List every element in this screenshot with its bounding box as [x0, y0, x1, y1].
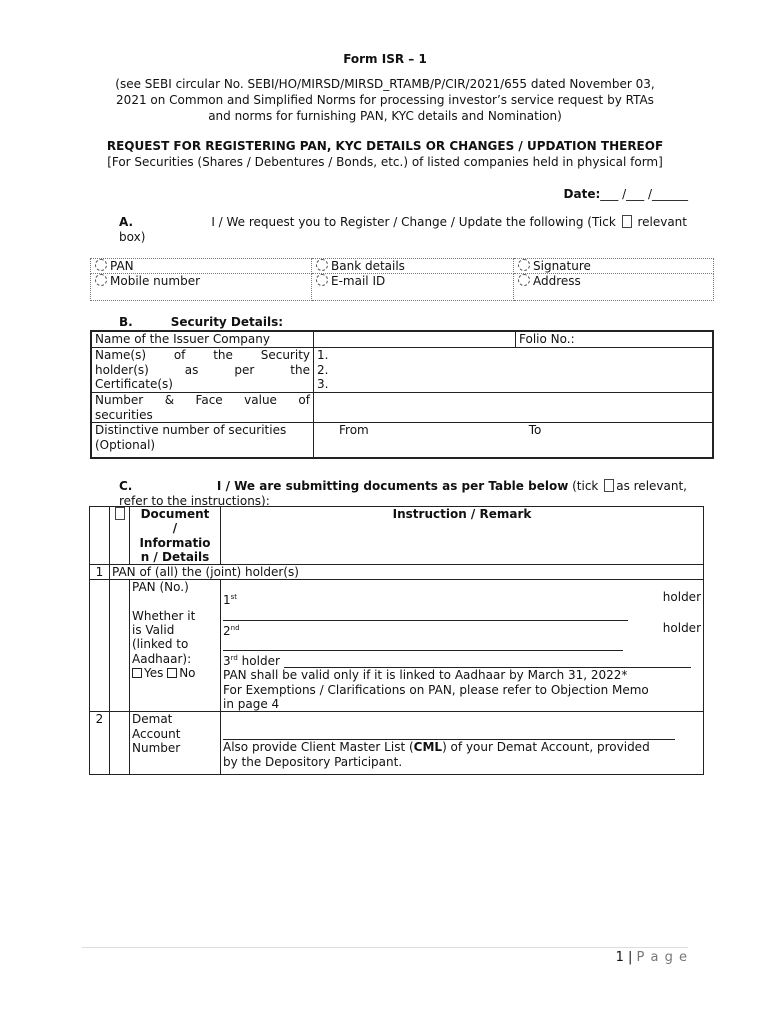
no-checkbox[interactable]	[167, 668, 177, 678]
section-a-options-table	[90, 258, 714, 301]
tick-symbol-icon	[622, 215, 632, 228]
section-c-letter: C.	[119, 479, 133, 493]
date-line: Date:___ /___ /______	[563, 187, 688, 201]
second-holder-pan-field[interactable]	[223, 638, 623, 651]
demat-details-cell: Demat Account Number	[130, 712, 221, 775]
pan-tick-cell[interactable]	[110, 580, 130, 712]
tick-symbol-icon	[115, 507, 125, 520]
radio-icon[interactable]	[95, 274, 107, 286]
row-number: 1	[90, 565, 110, 580]
documents-table	[89, 506, 704, 775]
tick-symbol-icon	[604, 479, 614, 492]
request-title: REQUEST FOR REGISTERING PAN, KYC DETAILS OR CHANGES / UPDATION THEREOF	[106, 139, 664, 153]
number-face-value-label: Number & Face value of securities	[91, 393, 314, 423]
form-title: Form ISR – 1	[343, 52, 427, 66]
option-pan[interactable]: PAN	[91, 259, 312, 274]
option-mobile-number[interactable]: Mobile number	[91, 274, 312, 301]
issuer-label: Name of the Issuer Company	[91, 331, 314, 348]
radio-icon[interactable]	[518, 274, 530, 286]
row-pan-title: PAN of (all) the (joint) holder(s)	[110, 565, 704, 580]
row-number: 2	[90, 712, 110, 775]
holders-input[interactable]: 1. 2. 3.	[314, 348, 714, 393]
security-details-table	[90, 330, 714, 459]
section-b-heading: B. Security Details:	[119, 315, 284, 329]
issuer-input[interactable]	[314, 331, 516, 348]
circular-reference: (see SEBI circular No. SEBI/HO/MIRSD/MIRSD_RTAMB/P/CIR/2021/655 dated November 03, 2021 on Common and Simplified Norms for processing investor’s service request by RTAs and norms for furnishing PAN, KYC details and Nomination)	[115, 77, 655, 123]
footer-rule	[82, 947, 688, 948]
yes-checkbox[interactable]	[132, 668, 142, 678]
demat-account-field[interactable]	[223, 712, 675, 740]
folio-cell[interactable]: Folio No.:	[516, 331, 714, 348]
first-holder-pan-field[interactable]	[223, 608, 628, 621]
pan-details-cell: PAN (No.) Whether it is Valid (linked to Aadhaar): Yes No	[130, 580, 221, 712]
section-c-intro: C. I / We are submitting documents as per Table below (tick as relevant, refer to the instructions):	[119, 479, 687, 508]
demat-tick-cell[interactable]	[110, 712, 130, 775]
option-address[interactable]: Address	[514, 274, 714, 301]
document-column-header: Document / Informatio n / Details	[130, 507, 221, 565]
section-a-letter: A.	[119, 215, 134, 229]
demat-instruction-cell: Also provide Client Master List (CML) of your Demat Account, provided by the Depository Participant.	[221, 712, 704, 775]
section-a-intro: A. I / We request you to Register / Change / Update the following (Tick relevant box)	[119, 215, 687, 244]
instruction-column-header: Instruction / Remark	[221, 507, 704, 565]
page-footer: 1 | P a g e	[615, 950, 688, 965]
radio-icon[interactable]	[316, 274, 328, 286]
pan-instruction-cell: 1st holder 2nd holder 3rd holder PAN shall be valid only if it is linked to Aadhaar by March 31, 2022* For Exemptions / Clarifications on PAN, please refer to Objection Memo in page 4	[221, 580, 704, 712]
radio-icon[interactable]	[316, 259, 328, 271]
holders-label: Name(s) of the Security holder(s) as per the Certificate(s)	[91, 348, 314, 393]
number-face-value-input[interactable]	[314, 393, 714, 423]
option-email-id[interactable]: E-mail ID	[312, 274, 514, 301]
radio-icon[interactable]	[95, 259, 107, 271]
third-holder-pan-field[interactable]	[284, 651, 691, 668]
request-subtitle: [For Securities (Shares / Debentures / Bonds, etc.) of listed companies held in physical form]	[107, 155, 663, 169]
option-bank-details[interactable]: Bank details	[312, 259, 514, 274]
tick-column-header	[110, 507, 130, 565]
option-signature[interactable]: Signature	[514, 259, 714, 274]
radio-icon[interactable]	[518, 259, 530, 271]
distinctive-number-label: Distinctive number of securities (Optional)	[91, 423, 314, 459]
distinctive-number-input[interactable]: From To	[314, 423, 714, 459]
